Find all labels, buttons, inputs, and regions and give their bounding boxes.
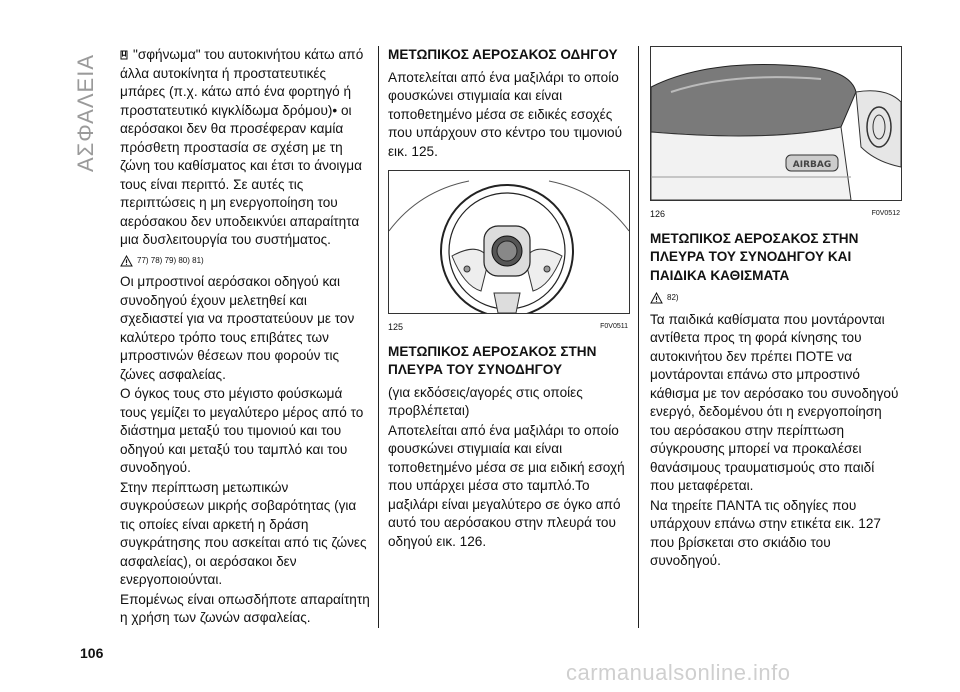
figure-126-dashboard xyxy=(650,46,902,201)
section-title-text: ΑΣΦΑΛΕΙΑ xyxy=(73,53,98,172)
col1-para3: Ο όγκος τους στο μέγιστο φούσκωμά τους γεμίζει το μεγαλύτερο μέρος από το διάστημα μεταξύ του τιμονιού και του οδηγού και μεταξύ του ταμπλό και του συνοδηγού. xyxy=(120,386,364,475)
passenger-dashboard-illustration xyxy=(651,47,901,200)
col2-para1: Αποτελείται από ένα μαξιλάρι το οποίο φουσκώνει στιγμιαία και είναι τοποθετημένο μέσα σε ειδικές εσοχές που υπάρχουν στο κέντρο του τιμονιού εικ. 125. xyxy=(388,69,623,159)
column-2 xyxy=(388,46,628,552)
col3-para1: Τα παιδικά καθίσματα που μοντάρονται αντίθετα προς τη φορά κίνησης του αυτοκινήτου δεν πρέπει ΠΟΤΕ να μοντάρονται επάνω στο μπροστινό κάθισμα με τον αερόσακο του συνοδηγού ενεργό, δεδομένου ότι η ενεργοποίηση του αερόσακου στην περίπτωση σύγκρουσης μπορεί να προκαλέσει θανάσιμους τραυματισμούς στο παιδί που μεταφέρεται. xyxy=(650,311,899,493)
section-title xyxy=(72,45,100,180)
watermark[interactable]: carmanualsonline.info xyxy=(566,660,791,685)
page-number: 106 xyxy=(80,645,104,661)
col2-para2: (για εκδόσεις/αγορές στις οποίες προβλέπεται) xyxy=(388,384,583,418)
warning-refs-text: 77) 78) 79) 80) 81) xyxy=(137,255,204,265)
book-reference-icon xyxy=(120,50,129,60)
col3-para2: Να τηρείτε ΠΑΝΤΑ τις οδηγίες που υπάρχουν επάνω στην ετικέτα εικ. 127 που βρίσκεται στο σκιάδιο του συνοδηγού. xyxy=(650,497,881,568)
col1-para1 xyxy=(120,46,370,250)
warning-triangle-icon xyxy=(650,292,663,304)
figure-number: 125 xyxy=(388,322,404,332)
column-3 xyxy=(650,46,900,572)
heading-driver-airbag: ΜΕΤΩΠΙΚΟΣ ΑΕΡΟΣΑΚΟΣ ΟΔΗΓΟΥ xyxy=(388,47,618,62)
col1-para1-text: "σφήνωμα" του αυτοκινήτου κάτω από άλλα αυτοκίνητα ή προστατευτικές μπάρες (π.χ. κάτω από ένα φορτηγό ή προστατευτικό κιγκλίδωμα δρόμου)• οι αερόσακοι δεν θα προσέφεραν καμία πρόσθετη προστασία σε σχέση με τη ζώνη του καθίσματος και έτσι το άνοιγμα τους είναι περιττό. Σε αυτές τις περιπτώσεις η μη ενεργοποίηση του αερόσακου δεν υποδεικνύει απαραίτητα μια δυσλειτουργία του συστήματος. xyxy=(120,47,364,247)
col2-para3: Αποτελείται από ένα μαξιλάρι το οποίο φουσκώνει στιγμιαία και είναι τοποθετημένο μέσα σε μια ειδική εσοχή που υπάρχει μέσα στο ταμπλό.Το μαξιλάρι είναι μεγαλύτερο σε όγκο από αυτό του αερόσακου στην πλευρά του οδηγού εικ. 126. xyxy=(388,422,625,549)
airbag-label: AIRBAG xyxy=(792,160,832,170)
column-1 xyxy=(120,46,370,629)
warning-triangle-icon xyxy=(120,255,133,267)
figure-125-caption xyxy=(388,318,628,337)
col1-para5: Επομένως είναι οπωσδήποτε απαραίτητη η χρήση των ζωνών ασφαλείας. xyxy=(120,591,370,625)
figure-number: 126 xyxy=(650,209,666,219)
col1-para4: Στην περίπτωση μετωπικών συγκρούσεων μικρής σοβαρότητας (για τις οποίες είναι αρκετή η δράση συγκράτησης που ασκείται από τις ζώνες ασφαλείας), οι αερόσακοι δεν ενεργοποιούνται. xyxy=(120,479,367,587)
figure-code: F0V0512 xyxy=(871,210,900,217)
warning-refs-col1 xyxy=(120,252,370,271)
warning-refs-text: 82) xyxy=(667,293,679,302)
column-divider-2 xyxy=(638,46,639,628)
col1-para2: Οι μπροστινοί αερόσακοι οδηγού και συνοδηγού έχουν μελετηθεί και σχεδιαστεί για να προστατεύουν με τον καλύτερο τρόπο τους επιβάτες των μπροστινών θέσεων που φορούν τις ζώνες ασφαλείας. xyxy=(120,274,355,382)
heading-passenger-airbag-child-seats: ΜΕΤΩΠΙΚΟΣ ΑΕΡΟΣΑΚΟΣ ΣΤΗΝ ΠΛΕΥΡΑ ΤΟΥ ΣΥΝΟΔΗΓΟΥ ΚΑΙ ΠΑΙΔΙΚΑ ΚΑΘΙΣΜΑΤΑ xyxy=(650,230,859,283)
figure-126-caption xyxy=(650,205,900,224)
figure-code: F0V0511 xyxy=(600,323,628,330)
figure-125-steering-wheel xyxy=(388,170,630,314)
steering-wheel-illustration xyxy=(389,171,629,313)
warning-refs-col3 xyxy=(650,289,900,308)
column-divider-1 xyxy=(378,46,379,628)
heading-passenger-airbag: ΜΕΤΩΠΙΚΟΣ ΑΕΡΟΣΑΚΟΣ ΣΤΗΝ ΠΛΕΥΡΑ ΤΟΥ ΣΥΝΟΔΗΓΟΥ xyxy=(388,343,597,377)
